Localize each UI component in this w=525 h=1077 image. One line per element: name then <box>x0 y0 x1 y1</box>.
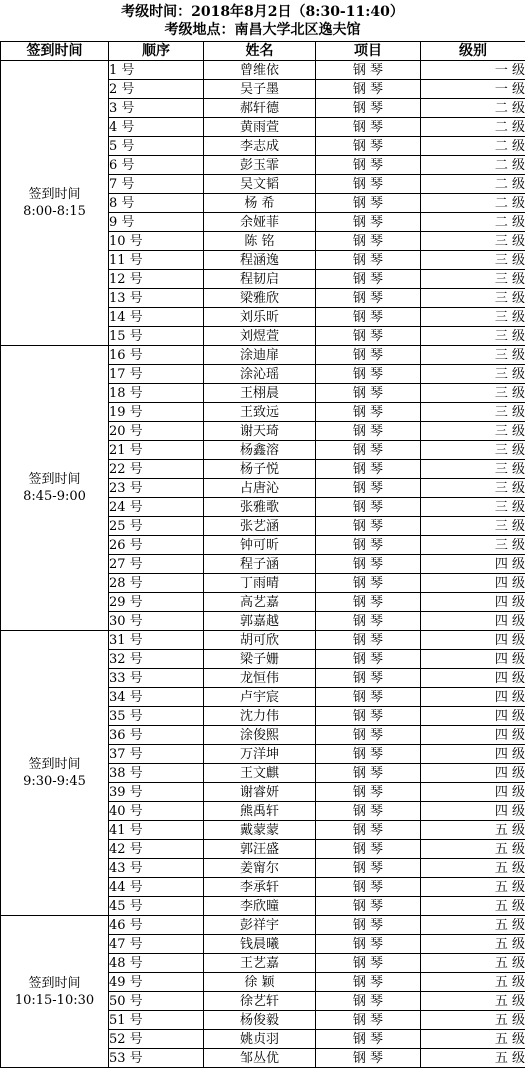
name-cell: 丁雨晴 <box>204 574 316 593</box>
level-cell: 三 级 <box>421 422 525 441</box>
item-cell: 钢 琴 <box>316 308 421 327</box>
item-cell: 钢 琴 <box>316 650 421 669</box>
name-cell: 谢睿妍 <box>204 783 316 802</box>
order-cell: 18 号 <box>109 384 204 403</box>
level-cell: 三 级 <box>421 517 525 536</box>
order-cell: 53 号 <box>109 1049 204 1068</box>
order-cell: 52 号 <box>109 1030 204 1049</box>
item-cell: 钢 琴 <box>316 498 421 517</box>
item-cell: 钢 琴 <box>316 460 421 479</box>
level-cell: 五 级 <box>421 897 525 916</box>
item-cell: 钢 琴 <box>316 1011 421 1030</box>
checkin-time-range: 10:15-10:30 <box>14 992 95 1008</box>
name-cell: 涂迪扉 <box>204 346 316 365</box>
item-cell: 钢 琴 <box>316 118 421 137</box>
order-cell: 39 号 <box>109 783 204 802</box>
level-cell: 三 级 <box>421 251 525 270</box>
order-cell: 33 号 <box>109 669 204 688</box>
item-cell: 钢 琴 <box>316 137 421 156</box>
order-cell: 2 号 <box>109 80 204 99</box>
name-cell: 张雅歌 <box>204 498 316 517</box>
level-cell: 二 级 <box>421 137 525 156</box>
name-cell: 黄雨萱 <box>204 118 316 137</box>
order-cell: 47 号 <box>109 935 204 954</box>
item-cell: 钢 琴 <box>316 384 421 403</box>
name-cell: 王艺嘉 <box>204 954 316 973</box>
order-cell: 31 号 <box>109 631 204 650</box>
order-cell: 9 号 <box>109 213 204 232</box>
level-cell: 四 级 <box>421 745 525 764</box>
checkin-time-label: 签到时间 <box>28 187 81 202</box>
order-cell: 21 号 <box>109 441 204 460</box>
item-cell: 钢 琴 <box>316 289 421 308</box>
name-cell: 郭汪盛 <box>204 840 316 859</box>
level-cell: 三 级 <box>421 308 525 327</box>
order-cell: 7 号 <box>109 175 204 194</box>
name-cell: 吴子墨 <box>204 80 316 99</box>
order-cell: 27 号 <box>109 555 204 574</box>
item-cell: 钢 琴 <box>316 574 421 593</box>
order-cell: 22 号 <box>109 460 204 479</box>
order-cell: 36 号 <box>109 726 204 745</box>
name-cell: 刘乐昕 <box>204 308 316 327</box>
order-cell: 46 号 <box>109 916 204 935</box>
level-cell: 四 级 <box>421 688 525 707</box>
level-cell: 四 级 <box>421 783 525 802</box>
column-header-name: 姓名 <box>204 42 316 61</box>
name-cell: 李志成 <box>204 137 316 156</box>
name-cell: 彭祥宇 <box>204 916 316 935</box>
name-cell: 梁雅欣 <box>204 289 316 308</box>
name-cell: 程涵逸 <box>204 251 316 270</box>
level-cell: 三 级 <box>421 479 525 498</box>
order-cell: 23 号 <box>109 479 204 498</box>
level-cell: 五 级 <box>421 1030 525 1049</box>
item-cell: 钢 琴 <box>316 346 421 365</box>
name-cell: 徐 颖 <box>204 973 316 992</box>
order-cell: 43 号 <box>109 859 204 878</box>
checkin-time-range: 9:30-9:45 <box>23 774 86 789</box>
level-cell: 四 级 <box>421 707 525 726</box>
name-cell: 钱晨曦 <box>204 935 316 954</box>
order-cell: 44 号 <box>109 878 204 897</box>
name-cell: 卢宇宸 <box>204 688 316 707</box>
item-cell: 钢 琴 <box>316 1030 421 1049</box>
item-cell: 钢 琴 <box>316 821 421 840</box>
name-cell: 胡可欣 <box>204 631 316 650</box>
level-cell: 五 级 <box>421 859 525 878</box>
name-cell: 沈力伟 <box>204 707 316 726</box>
order-cell: 8 号 <box>109 194 204 213</box>
order-cell: 5 号 <box>109 137 204 156</box>
name-cell: 吴文韬 <box>204 175 316 194</box>
name-cell: 彭玉霏 <box>204 156 316 175</box>
level-cell: 二 级 <box>421 99 525 118</box>
level-cell: 四 级 <box>421 726 525 745</box>
level-cell: 三 级 <box>421 384 525 403</box>
level-cell: 三 级 <box>421 327 525 346</box>
checkin-time-cell <box>1 61 109 346</box>
name-cell: 梁子姗 <box>204 650 316 669</box>
schedule-table <box>0 41 525 1068</box>
checkin-time-range: 8:00-8:15 <box>23 204 86 219</box>
level-cell: 三 级 <box>421 498 525 517</box>
order-cell: 42 号 <box>109 840 204 859</box>
level-cell: 五 级 <box>421 916 525 935</box>
order-cell: 37 号 <box>109 745 204 764</box>
item-cell: 钢 琴 <box>316 213 421 232</box>
item-cell: 钢 琴 <box>316 631 421 650</box>
name-cell: 程韧启 <box>204 270 316 289</box>
item-cell: 钢 琴 <box>316 973 421 992</box>
order-cell: 17 号 <box>109 365 204 384</box>
order-cell: 14 号 <box>109 308 204 327</box>
item-cell: 钢 琴 <box>316 270 421 289</box>
order-cell: 16 号 <box>109 346 204 365</box>
name-cell: 涂沁瑶 <box>204 365 316 384</box>
level-cell: 四 级 <box>421 669 525 688</box>
item-cell: 钢 琴 <box>316 194 421 213</box>
level-cell: 四 级 <box>421 555 525 574</box>
level-cell: 四 级 <box>421 764 525 783</box>
level-cell: 五 级 <box>421 992 525 1011</box>
order-cell: 26 号 <box>109 536 204 555</box>
checkin-time-cell <box>1 346 109 631</box>
name-cell: 姚贞羽 <box>204 1030 316 1049</box>
level-cell: 五 级 <box>421 1011 525 1030</box>
name-cell: 李欣曈 <box>204 897 316 916</box>
order-cell: 6 号 <box>109 156 204 175</box>
order-cell: 25 号 <box>109 517 204 536</box>
level-cell: 五 级 <box>421 821 525 840</box>
name-cell: 高艺嘉 <box>204 593 316 612</box>
name-cell: 郭嘉越 <box>204 612 316 631</box>
level-cell: 四 级 <box>421 593 525 612</box>
order-cell: 24 号 <box>109 498 204 517</box>
level-cell: 一 级 <box>421 80 525 99</box>
level-cell: 三 级 <box>421 536 525 555</box>
item-cell: 钢 琴 <box>316 840 421 859</box>
exam-time-heading: 考级时间：2018年8月2日（8:30-11:40） <box>121 4 404 20</box>
checkin-time-label: 签到时间 <box>28 975 81 991</box>
name-cell: 姜甯尔 <box>204 859 316 878</box>
item-cell: 钢 琴 <box>316 745 421 764</box>
order-cell: 10 号 <box>109 232 204 251</box>
level-cell: 五 级 <box>421 878 525 897</box>
name-cell: 陈 铭 <box>204 232 316 251</box>
table-row <box>1 346 525 365</box>
table-row <box>1 916 525 935</box>
order-cell: 11 号 <box>109 251 204 270</box>
checkin-time-label: 签到时间 <box>28 757 81 772</box>
item-cell: 钢 琴 <box>316 365 421 384</box>
order-cell: 29 号 <box>109 593 204 612</box>
table-row <box>1 61 525 80</box>
name-cell: 杨俊毅 <box>204 1011 316 1030</box>
item-cell: 钢 琴 <box>316 783 421 802</box>
level-cell: 二 级 <box>421 156 525 175</box>
item-cell: 钢 琴 <box>316 707 421 726</box>
item-cell: 钢 琴 <box>316 726 421 745</box>
item-cell: 钢 琴 <box>316 422 421 441</box>
level-cell: 三 级 <box>421 403 525 422</box>
order-cell: 48 号 <box>109 954 204 973</box>
item-cell: 钢 琴 <box>316 802 421 821</box>
order-cell: 15 号 <box>109 327 204 346</box>
item-cell: 钢 琴 <box>316 878 421 897</box>
name-cell: 王致远 <box>204 403 316 422</box>
name-cell: 杨鑫溶 <box>204 441 316 460</box>
name-cell: 涂俊熙 <box>204 726 316 745</box>
item-cell: 钢 琴 <box>316 99 421 118</box>
order-cell: 30 号 <box>109 612 204 631</box>
item-cell: 钢 琴 <box>316 555 421 574</box>
order-cell: 12 号 <box>109 270 204 289</box>
name-cell: 曾维依 <box>204 61 316 80</box>
order-cell: 3 号 <box>109 99 204 118</box>
item-cell: 钢 琴 <box>316 593 421 612</box>
exam-location-heading: 考级地点：南昌大学北区逸夫馆 <box>164 22 361 38</box>
name-cell: 熊禹轩 <box>204 802 316 821</box>
level-cell: 三 级 <box>421 346 525 365</box>
level-cell: 五 级 <box>421 973 525 992</box>
level-cell: 五 级 <box>421 840 525 859</box>
name-cell: 龙恒伟 <box>204 669 316 688</box>
name-cell: 李承轩 <box>204 878 316 897</box>
level-cell: 四 级 <box>421 574 525 593</box>
level-cell: 三 级 <box>421 441 525 460</box>
name-cell: 戴蒙蒙 <box>204 821 316 840</box>
level-cell: 三 级 <box>421 270 525 289</box>
level-cell: 四 级 <box>421 612 525 631</box>
item-cell: 钢 琴 <box>316 935 421 954</box>
column-header-checkin-time: 签到时间 <box>1 42 109 61</box>
level-cell: 三 级 <box>421 460 525 479</box>
name-cell: 郝轩德 <box>204 99 316 118</box>
name-cell: 万洋坤 <box>204 745 316 764</box>
order-cell: 51 号 <box>109 1011 204 1030</box>
table-header-row <box>1 42 525 61</box>
item-cell: 钢 琴 <box>316 175 421 194</box>
level-cell: 四 级 <box>421 802 525 821</box>
order-cell: 28 号 <box>109 574 204 593</box>
item-cell: 钢 琴 <box>316 954 421 973</box>
order-cell: 13 号 <box>109 289 204 308</box>
item-cell: 钢 琴 <box>316 1049 421 1068</box>
item-cell: 钢 琴 <box>316 441 421 460</box>
checkin-time-label: 签到时间 <box>28 472 81 487</box>
name-cell: 张艺涵 <box>204 517 316 536</box>
item-cell: 钢 琴 <box>316 688 421 707</box>
table-row <box>1 631 525 650</box>
item-cell: 钢 琴 <box>316 251 421 270</box>
name-cell: 邹丛优 <box>204 1049 316 1068</box>
name-cell: 占唐沁 <box>204 479 316 498</box>
checkin-time-cell <box>1 631 109 916</box>
level-cell: 四 级 <box>421 631 525 650</box>
checkin-time-range: 8:45-9:00 <box>23 489 86 504</box>
name-cell: 王文麒 <box>204 764 316 783</box>
order-cell: 19 号 <box>109 403 204 422</box>
level-cell: 二 级 <box>421 118 525 137</box>
level-cell: 二 级 <box>421 175 525 194</box>
order-cell: 1 号 <box>109 61 204 80</box>
item-cell: 钢 琴 <box>316 669 421 688</box>
order-cell: 20 号 <box>109 422 204 441</box>
item-cell: 钢 琴 <box>316 612 421 631</box>
name-cell: 钟可昕 <box>204 536 316 555</box>
item-cell: 钢 琴 <box>316 897 421 916</box>
order-cell: 35 号 <box>109 707 204 726</box>
level-cell: 一 级 <box>421 61 525 80</box>
item-cell: 钢 琴 <box>316 327 421 346</box>
name-cell: 杨子悦 <box>204 460 316 479</box>
item-cell: 钢 琴 <box>316 916 421 935</box>
item-cell: 钢 琴 <box>316 536 421 555</box>
level-cell: 五 级 <box>421 935 525 954</box>
name-cell: 程子涵 <box>204 555 316 574</box>
column-header-order: 顺序 <box>109 42 204 61</box>
name-cell: 谢天琦 <box>204 422 316 441</box>
order-cell: 45 号 <box>109 897 204 916</box>
item-cell: 钢 琴 <box>316 156 421 175</box>
level-cell: 三 级 <box>421 365 525 384</box>
level-cell: 四 级 <box>421 650 525 669</box>
level-cell: 三 级 <box>421 289 525 308</box>
name-cell: 杨 希 <box>204 194 316 213</box>
order-cell: 38 号 <box>109 764 204 783</box>
name-cell: 刘煜萱 <box>204 327 316 346</box>
order-cell: 50 号 <box>109 992 204 1011</box>
name-cell: 余娅菲 <box>204 213 316 232</box>
column-header-item: 项目 <box>316 42 421 61</box>
order-cell: 32 号 <box>109 650 204 669</box>
name-cell: 王栩晨 <box>204 384 316 403</box>
checkin-time-cell <box>1 916 109 1068</box>
level-cell: 二 级 <box>421 194 525 213</box>
item-cell: 钢 琴 <box>316 859 421 878</box>
item-cell: 钢 琴 <box>316 517 421 536</box>
level-cell: 五 级 <box>421 1049 525 1068</box>
order-cell: 49 号 <box>109 973 204 992</box>
name-cell: 徐艺轩 <box>204 992 316 1011</box>
level-cell: 三 级 <box>421 232 525 251</box>
item-cell: 钢 琴 <box>316 232 421 251</box>
order-cell: 4 号 <box>109 118 204 137</box>
schedule-body <box>1 61 525 1068</box>
column-header-level: 级别 <box>421 42 525 61</box>
item-cell: 钢 琴 <box>316 764 421 783</box>
item-cell: 钢 琴 <box>316 80 421 99</box>
item-cell: 钢 琴 <box>316 403 421 422</box>
level-cell: 五 级 <box>421 954 525 973</box>
level-cell: 二 级 <box>421 213 525 232</box>
order-cell: 41 号 <box>109 821 204 840</box>
order-cell: 34 号 <box>109 688 204 707</box>
item-cell: 钢 琴 <box>316 992 421 1011</box>
item-cell: 钢 琴 <box>316 61 421 80</box>
order-cell: 40 号 <box>109 802 204 821</box>
item-cell: 钢 琴 <box>316 479 421 498</box>
